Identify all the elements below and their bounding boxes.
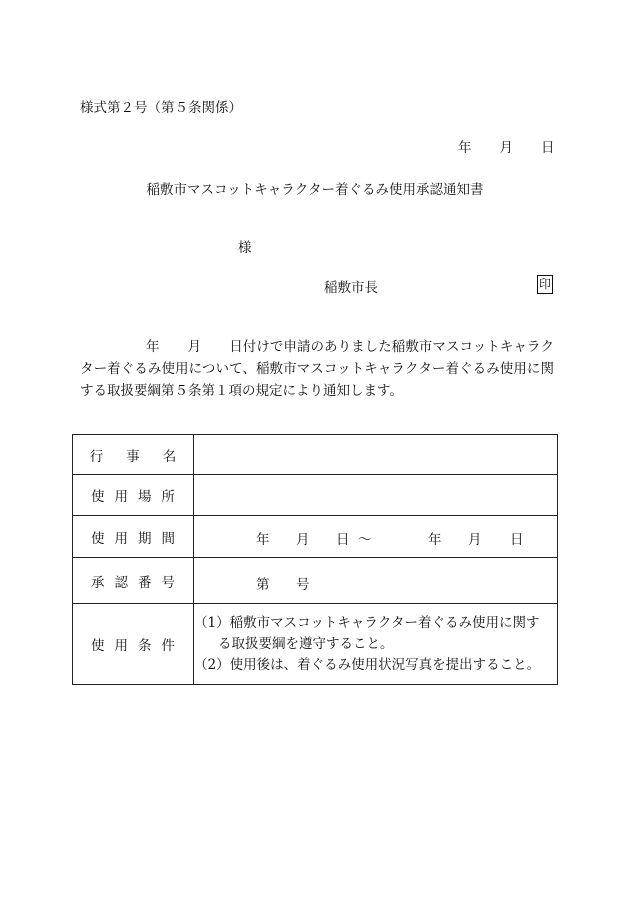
date-day: 日 [541, 140, 555, 156]
value-conditions [194, 604, 558, 685]
value-event-name[interactable] [194, 435, 558, 475]
notice-body [80, 336, 554, 402]
seal-mark: 印 [537, 275, 553, 294]
table-row-event-name [73, 435, 558, 475]
value-location[interactable] [194, 475, 558, 516]
body-text: 日付けで申請のありました稲敷市マスコットキャラクター着ぐるみ使用について、稲敷市マスコットキャラクター着ぐるみ使用に関する取扱要綱第５条第１項の規定により通知します。 [80, 339, 555, 399]
table-row-period [73, 516, 558, 558]
sender-name: 稲敷市長 [324, 280, 378, 296]
period-start-day: 日 [336, 532, 350, 548]
approval-suffix: 号 [296, 577, 310, 593]
condition-2: （2）使用後は、着ぐるみ使用状況写真を提出すること。 [194, 656, 541, 673]
document-title: 稲敷市マスコットキャラクター着ぐるみ使用承認通知書 [146, 182, 484, 198]
table-row-approval-number [73, 558, 558, 604]
period-separator: ～ [358, 532, 372, 548]
approval-prefix: 第 [256, 577, 270, 593]
table-row-location [73, 475, 558, 516]
condition-1-line-1: （1）稲敷市マスコットキャラクター着ぐるみ使用に関す [194, 614, 540, 631]
period-start-year: 年 [256, 532, 270, 548]
label-period: 使用期間 [73, 516, 194, 558]
value-period[interactable] [194, 516, 558, 558]
table-row-conditions [73, 604, 558, 685]
body-month: 月 [187, 339, 202, 355]
date-month: 月 [499, 140, 513, 156]
label-location: 使用場所 [73, 475, 194, 516]
details-table [72, 434, 558, 685]
period-start-month: 月 [296, 532, 310, 548]
period-end-day: 日 [510, 532, 524, 548]
label-conditions: 使用条件 [73, 604, 194, 685]
label-approval-number: 承認番号 [73, 558, 194, 604]
issue-date [458, 136, 555, 156]
period-end-month: 月 [468, 532, 482, 548]
form-number: 様式第２号（第５条関係） [80, 100, 242, 116]
value-approval-number[interactable] [194, 558, 558, 604]
label-event-name: 行事名 [73, 435, 194, 475]
period-end-year: 年 [428, 532, 442, 548]
addressee-honorific: 様 [238, 240, 252, 256]
body-year: 年 [146, 339, 160, 355]
condition-1-line-2: る取扱要綱を遵守すること。 [218, 635, 394, 652]
date-year: 年 [458, 140, 472, 156]
